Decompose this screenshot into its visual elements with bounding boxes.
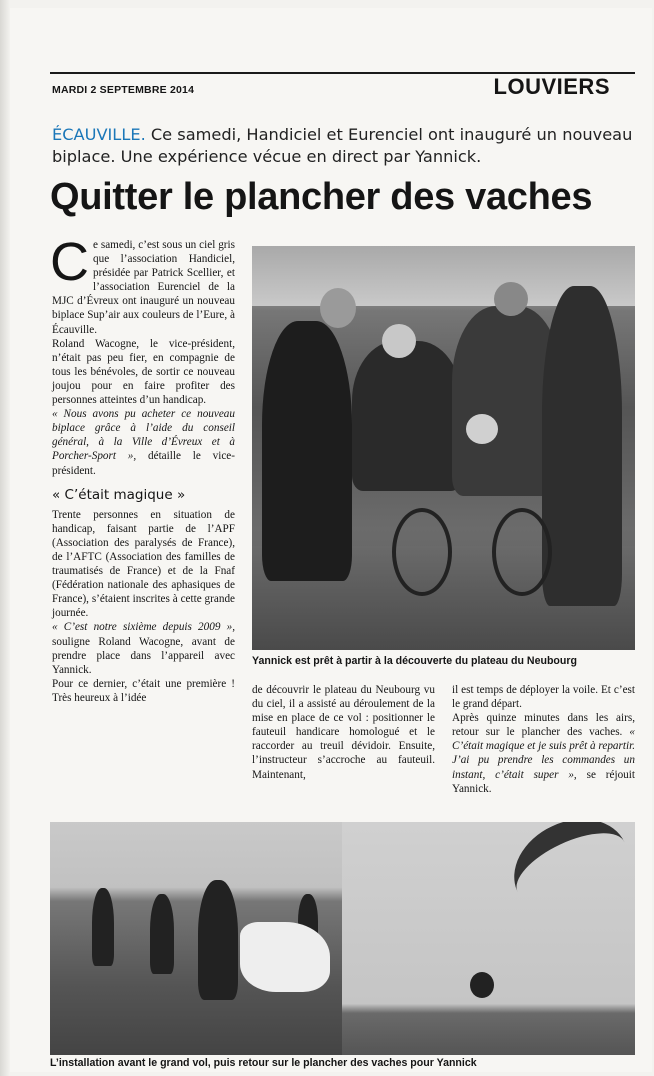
paragraph-text: e samedi, c’est sous un ciel gris que l’association Handiciel, présidée par Patrick Scellier, et l’association Eurenciel de la MJC d’Évreux ont inauguré un nouveau biplace Sup’air aux couleurs de l’Eure, à Écauville. <box>52 239 235 336</box>
paragraph: Pour ce dernier, c’était une première ! Très heureux à l’idée <box>52 677 235 704</box>
paragraph-text: détaille le vice-président. <box>52 450 235 477</box>
paragraph <box>452 711 635 796</box>
tandem-pilots <box>470 972 494 998</box>
yannick-helmet <box>466 414 498 444</box>
instructor-head <box>320 288 356 328</box>
paragraph: il est temps de déployer la voile. Et c’est le grand départ. <box>452 684 635 711</box>
dateline-place: ÉCAUVILLE. <box>52 125 146 144</box>
paraglider-canopy-ground <box>240 922 330 992</box>
helper-figure <box>352 341 462 491</box>
paragraph: de découvrir le plateau du Neubourg vu du ciel, il a assisté au déroulement de la mise en place de ce vol : positionner le fauteuil handicare homologué et le raccorder au treuil dévidoir. Ensuite, l’instructeur s’accroche au fauteuil. Maintenant, <box>252 684 435 781</box>
paragraph <box>52 407 235 477</box>
scan-shadow <box>0 0 10 1076</box>
article-subhead: « C’était magique » <box>52 486 186 503</box>
article-column-2 <box>252 683 435 782</box>
photo-installation-and-flight <box>50 822 635 1055</box>
person-figure <box>198 880 238 1000</box>
paragraph-text: se réjouit Yannick. <box>452 768 635 795</box>
article-column-1 <box>50 232 235 705</box>
issue-date: MARDI 2 SEPTEMBRE 2014 <box>52 84 195 96</box>
paragraph <box>52 620 235 676</box>
article-headline: Quitter le plancher des vaches <box>50 176 593 218</box>
wheelchair-wheel <box>492 508 552 596</box>
helper-helmet <box>382 324 416 358</box>
quote: « C’est notre sixième depuis 2009 », <box>52 621 235 634</box>
drop-cap: C <box>50 232 89 292</box>
person-figure <box>150 894 174 974</box>
article-kicker <box>52 124 637 168</box>
quote: « Nous avons pu acheter ce nouveau biplace grâce à l’aide du conseil général, à la Ville d’Évreux et à Porcher-Sport », <box>52 408 235 463</box>
quote: « C’était magique et je suis prêt à repartir. J’ai pu prendre les commandes un instant, c’était super », <box>452 726 635 781</box>
paragraph: Roland Wacogne, le vice-président, n’était pas peu fier, en compagnie de tous les bénévoles, de sortir ce nouveau joujou pour en faire profiter des personnes atteintes d’un handicap. <box>52 337 235 407</box>
wheelchair-wheel <box>392 508 452 596</box>
pilot-helmet <box>494 282 528 316</box>
photo-installation <box>50 822 342 1055</box>
person-figure <box>92 888 114 966</box>
photo-yannick-wheelchair <box>252 246 635 650</box>
paraglider-wing <box>499 822 635 933</box>
photo-caption-1: Yannick est prêt à partir à la découverte du plateau du Neubourg <box>252 655 577 667</box>
photo-caption-2: L’installation avant le grand vol, puis retour sur le plancher des vaches pour Yannick <box>50 1057 477 1069</box>
bystander-figure <box>542 286 622 606</box>
instructor-figure <box>262 321 352 581</box>
article-column-3 <box>452 683 635 796</box>
photo-flight <box>342 822 635 1055</box>
paragraph-text: Après quinze minutes dans les airs, retour sur le plancher des vaches. <box>452 712 635 739</box>
paragraph <box>50 232 235 337</box>
paragraph-text: souligne Roland Wacogne, avant de prendre place dans l’appareil avec Yannick. <box>52 635 235 676</box>
kicker-text: Ce samedi, Handiciel et Eurenciel ont inauguré un nouveau biplace. Une expérience vécue en direct par Yannick. <box>52 125 633 166</box>
section-name: LOUVIERS <box>493 74 610 99</box>
paragraph: Trente personnes en situation de handicap, faisant partie de l’APF (Association des paralysés de France), de l’AFTC (Association des familles de traumatisés de France) et de la Fnaf (Fédération nationale des aphasiques de France), s’étaient inscrites à cette grande journée. <box>52 508 235 620</box>
